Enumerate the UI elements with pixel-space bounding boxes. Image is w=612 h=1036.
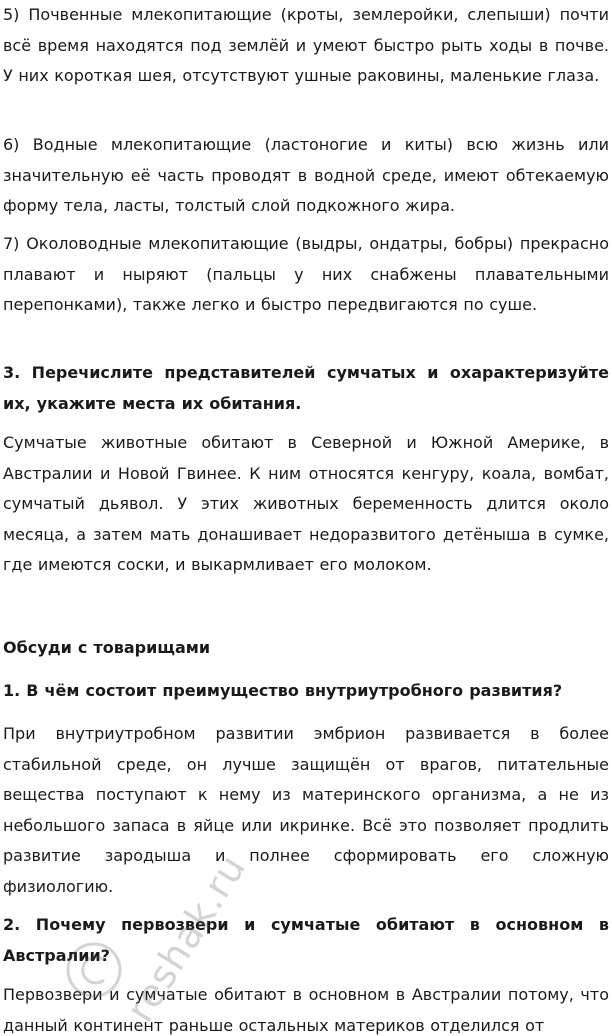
- paragraph-aquatic-mammals: 6) Водные млекопитающие (ластоногие и киты) всю жизнь или значительную её часть проводят в водной среде, имеют обтекаемую форму тела, ласты, толстый слой подкожного жира.: [3, 135, 609, 215]
- discuss-question-2-heading: 2. Почему первозвери и сумчатые обитают в основном в Австралии?: [3, 915, 609, 965]
- question-3-heading: 3. Перечислите представителей сумчатых и охарактеризуйте их, укажите места их обитания.: [3, 363, 609, 413]
- watermark-text: reshak.ru: [117, 846, 255, 1030]
- question-3-answer: Сумчатые животные обитают в Северной и Южной Америке, в Австралии и Новой Гвинее. К ним относятся кенгуру, коала, вомбат, сумчатый дьявол. У этих животных беременность длится около месяца, а затем мать донашивает недоразвитого детёныша в сумке, где имеются соски, и выкармливает его молоком.: [3, 433, 609, 574]
- paragraph-soil-mammals: 5) Почвенные млекопитающие (кроты, землеройки, слепыши) почти всё время находятся под землёй и умеют быстро рыть ходы в почве. У них короткая шея, отсутствуют ушные раковины, маленькие глаза.: [3, 5, 609, 85]
- discuss-heading: Обсуди с товарищами: [3, 638, 211, 657]
- discuss-question-2-answer: Первозвери и сумчатые обитают в основном в Австралии потому, что данный континент раньше остальных материков отделился от: [3, 985, 609, 1035]
- discuss-question-1-heading: 1. В чём состоит преимущество внутриутробного развития?: [3, 681, 563, 700]
- paragraph-semiaquatic-mammals: 7) Околоводные млекопитающие (выдры, ондатры, бобры) прекрасно плавают и ныряют (пальцы у них снабжены плавательными перепонками), также легко и быстро передвигаются по суше.: [3, 234, 609, 314]
- discuss-question-1-answer: При внутриутробном развитии эмбрион развивается в более стабильной среде, он лучше защищён от врагов, питательные вещества поступают к нему из материнского организма, а не из небольшого запаса в яйце или икринке. Всё это позволяет продлить развитие зародыша и полнее сформировать его сложную физиологию.: [3, 724, 609, 896]
